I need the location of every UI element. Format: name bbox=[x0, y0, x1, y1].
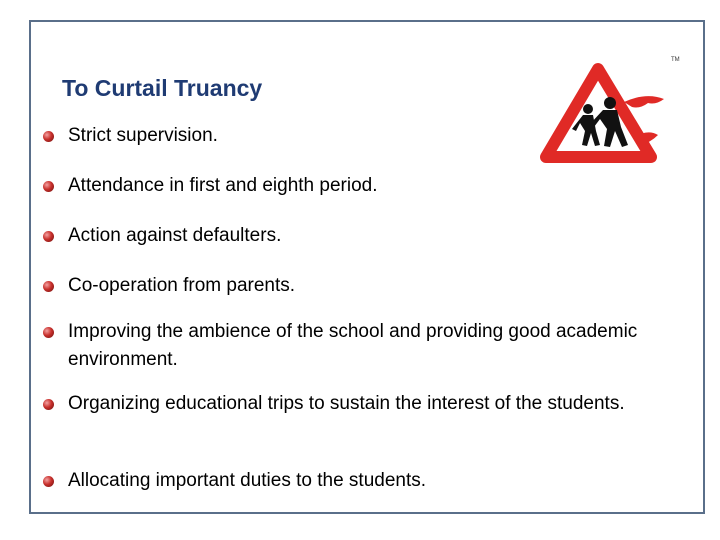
bullet-icon bbox=[43, 327, 54, 338]
school-children-warning-sign-icon bbox=[536, 47, 691, 167]
bullet-text: Organizing educational trips to sustain the interest of the students. bbox=[68, 393, 625, 414]
slide bbox=[29, 20, 705, 514]
bullet-text: Strict supervision. bbox=[68, 125, 218, 146]
bullet-text: Improving the ambience of the school and providing good academic environment. bbox=[68, 321, 638, 370]
bullet-item bbox=[43, 318, 643, 374]
bullet-text: Attendance in first and eighth period. bbox=[68, 175, 378, 196]
bullet-icon bbox=[43, 476, 54, 487]
slide-title: To Curtail Truancy bbox=[62, 75, 263, 101]
bullet-item bbox=[43, 222, 643, 250]
bullet-text: Action against defaulters. bbox=[68, 225, 282, 246]
bullet-text: Co-operation from parents. bbox=[68, 275, 296, 296]
bullet-icon bbox=[43, 131, 54, 142]
bullet-item bbox=[43, 172, 643, 200]
bullet-item bbox=[43, 467, 643, 495]
bullet-icon bbox=[43, 231, 54, 242]
bullet-icon bbox=[43, 181, 54, 192]
bullet-icon bbox=[43, 281, 54, 292]
bullet-item bbox=[43, 272, 643, 300]
bullet-icon bbox=[43, 399, 54, 410]
bullet-text: Allocating important duties to the students. bbox=[68, 470, 427, 491]
bullet-item bbox=[43, 390, 643, 418]
trademark-label: TM bbox=[671, 57, 680, 63]
